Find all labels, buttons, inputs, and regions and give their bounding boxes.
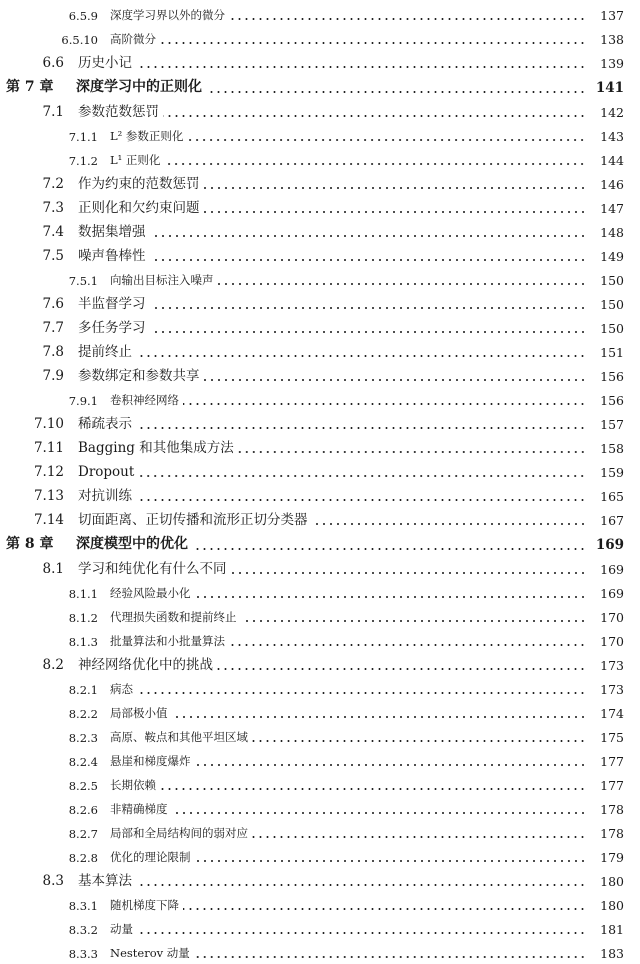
toc-entry-number: 7.8 [42, 344, 64, 360]
toc-entry-title: 深度学习界以外的微分 [110, 8, 225, 22]
dot-leader [204, 187, 587, 189]
toc-entry-title: 向输出目标注入噪声 [110, 273, 214, 287]
toc-entry-number: 8.2.8 [68, 851, 98, 865]
toc-entry-title: 局部极小值 [110, 706, 168, 720]
toc-entry-page-number: 165 [600, 489, 624, 504]
dot-leader [137, 932, 586, 934]
toc-entry-page-number: 179 [600, 850, 624, 865]
toc-entry-page-number: 150 [600, 297, 624, 312]
toc-entry-title: 卷积神经网络 [110, 393, 179, 407]
toc-entry-title: 对抗训练 [78, 488, 132, 504]
toc-entry-title: 提前终止 [78, 344, 132, 360]
toc-entry-number: 7.12 [33, 464, 64, 480]
dot-leader [160, 42, 586, 44]
toc-entry-title: 动量 [110, 922, 133, 936]
dot-leader [183, 403, 586, 405]
toc-entry-page-number: 183 [600, 946, 624, 961]
toc-entry-title: 正则化和欠约束问题 [78, 200, 200, 216]
toc-subsection-entry[interactable] [0, 748, 640, 772]
toc-entry-title: 噪声鲁棒性 [78, 248, 146, 264]
toc-entry-page-number: 177 [600, 778, 624, 793]
toc-entry-page-number: 170 [600, 610, 624, 625]
toc-section-entry[interactable] [0, 507, 640, 531]
toc-entry-title: 随机梯度下降 [110, 898, 179, 912]
toc-subsection-entry[interactable] [0, 844, 640, 868]
toc-entry-number: 8.2.1 [68, 683, 98, 697]
toc-entry-title: 神经网络优化中的挑战 [78, 657, 213, 673]
dot-leader [138, 475, 586, 477]
toc-entry-page-number: 138 [600, 32, 624, 47]
toc-entry-page-number: 141 [595, 80, 624, 96]
toc-subsection-entry[interactable] [0, 604, 640, 628]
toc-section-entry[interactable] [0, 99, 640, 123]
toc-entry-number: 8.2.2 [68, 707, 98, 721]
toc-entry-title: 切面距离、正切传播和流形正切分类器 [78, 512, 308, 528]
toc-section-entry[interactable] [0, 868, 640, 892]
toc-entry-number: 6.6 [42, 55, 64, 71]
dot-leader [252, 740, 586, 742]
toc-entry-number: 6.5.10 [61, 33, 98, 47]
toc-entry-page-number: 169 [600, 586, 624, 601]
dot-leader [192, 548, 586, 550]
toc-entry-page-number: 178 [600, 826, 624, 841]
toc-entry-title: Dropout [78, 464, 135, 480]
toc-entry-number: 第 8 章 [6, 536, 54, 552]
toc-entry-page-number: 181 [600, 922, 624, 937]
toc-entry-title: 局部和全局结构间的弱对应 [110, 826, 248, 840]
dot-leader [195, 764, 587, 766]
toc-section-entry[interactable] [0, 411, 640, 435]
toc-section-entry[interactable] [0, 291, 640, 315]
toc-entry-title: 经验风险最小化 [110, 586, 191, 600]
dot-leader [172, 716, 587, 718]
toc-chapter-entry[interactable] [0, 531, 640, 556]
toc-chapter-entry[interactable] [0, 74, 640, 99]
toc-entry-number: 7.11 [33, 440, 64, 456]
toc-entry-title: 代理损失函数和提前终止 [110, 610, 237, 624]
toc-subsection-entry[interactable] [0, 772, 640, 796]
toc-entry-page-number: 144 [600, 153, 624, 168]
toc-subsection-entry[interactable] [0, 724, 640, 748]
toc-subsection-entry[interactable] [0, 796, 640, 820]
dot-leader [136, 355, 586, 357]
toc-entry-page-number: 157 [600, 417, 624, 432]
dot-leader [204, 211, 587, 213]
toc-entry-title: 病态 [110, 682, 133, 696]
toc-entry-page-number: 156 [600, 369, 624, 384]
toc-entry-number: 7.10 [33, 416, 64, 432]
toc-entry-page-number: 158 [600, 441, 624, 456]
toc-entry-title: 深度模型中的优化 [76, 536, 188, 552]
toc-entry-number: 7.5 [42, 248, 64, 264]
toc-section-entry[interactable] [0, 483, 640, 507]
toc-entry-page-number: 170 [600, 634, 624, 649]
toc-entry-number: 7.2 [42, 176, 64, 192]
toc-section-entry[interactable] [0, 652, 640, 676]
toc-entry-number: 7.3 [42, 200, 64, 216]
dot-leader [150, 259, 587, 261]
dot-leader [187, 139, 586, 141]
toc-entry-number: 7.7 [42, 320, 64, 336]
toc-entry-title: 高阶微分 [110, 32, 156, 46]
toc-entry-page-number: 150 [600, 321, 624, 336]
toc-subsection-entry[interactable] [0, 676, 640, 700]
dot-leader [136, 427, 586, 429]
toc-entry-number: 7.9 [42, 368, 64, 384]
toc-entry-page-number: 175 [600, 730, 624, 745]
dot-leader [238, 451, 586, 453]
dot-leader [194, 956, 586, 958]
toc-entry-page-number: 173 [600, 682, 624, 697]
toc-subsection-entry[interactable] [0, 267, 640, 291]
toc-entry-number: 7.9.1 [68, 394, 98, 408]
toc-entry-title: 基本算法 [78, 873, 132, 889]
toc-entry-page-number: 142 [600, 105, 624, 120]
toc-entry-number: 8.2.3 [68, 731, 98, 745]
dot-leader [206, 91, 586, 93]
toc-section-entry[interactable] [0, 339, 640, 363]
toc-subsection-entry[interactable] [0, 2, 640, 26]
toc-entry-number: 6.5.9 [68, 9, 98, 23]
toc-entry-title: 长期依赖 [110, 778, 156, 792]
toc-subsection-entry[interactable] [0, 580, 640, 604]
toc-entry-number: 8.1.2 [68, 611, 98, 625]
toc-entry-title: 多任务学习 [78, 320, 146, 336]
toc-entry-title: 作为约束的范数惩罚 [78, 176, 200, 192]
toc-entry-title: Bagging 和其他集成方法 [78, 440, 234, 456]
toc-section-entry[interactable] [0, 363, 640, 387]
toc-section-entry[interactable] [0, 219, 640, 243]
toc-entry-number: 8.1.1 [68, 587, 98, 601]
toc-entry-page-number: 146 [600, 177, 624, 192]
toc-entry-page-number: 173 [600, 658, 624, 673]
dot-leader [204, 379, 587, 381]
toc-entry-page-number: 177 [600, 754, 624, 769]
toc-entry-title: 批量算法和小批量算法 [110, 634, 225, 648]
dot-leader [312, 523, 587, 525]
toc-entry-number: 8.2 [42, 657, 64, 673]
toc-entry-page-number: 169 [595, 537, 624, 553]
toc-entry-title: 优化的理论限制 [110, 850, 191, 864]
toc-subsection-entry[interactable] [0, 147, 640, 171]
toc-subsection-entry[interactable] [0, 700, 640, 724]
toc-entry-number: 8.3.3 [68, 947, 98, 961]
dot-leader [150, 307, 587, 309]
toc-entry-page-number: 149 [600, 249, 624, 264]
toc-entry-number: 8.2.5 [68, 779, 98, 793]
toc-entry-page-number: 169 [600, 562, 624, 577]
toc-entry-number: 7.5.1 [68, 274, 98, 288]
toc-subsection-entry[interactable] [0, 820, 640, 844]
dot-leader [252, 836, 586, 838]
toc-entry-title: 半监督学习 [78, 296, 146, 312]
toc-entry-title: 悬崖和梯度爆炸 [110, 754, 191, 768]
dot-leader [195, 596, 587, 598]
toc-entry-page-number: 178 [600, 802, 624, 817]
toc-entry-number: 7.4 [42, 224, 64, 240]
toc-entry-title: 高原、鞍点和其他平坦区域 [110, 730, 248, 744]
toc-section-entry[interactable] [0, 556, 640, 580]
toc-entry-title: 深度学习中的正则化 [76, 79, 202, 95]
toc-entry-page-number: 139 [600, 56, 624, 71]
dot-leader [183, 908, 586, 910]
toc-section-entry[interactable] [0, 50, 640, 74]
toc-entry-number: 8.1 [42, 561, 64, 577]
toc-entry-number: 8.1.3 [68, 635, 98, 649]
toc-entry-number: 8.2.4 [68, 755, 98, 769]
toc-entry-title: 数据集增强 [78, 224, 146, 240]
toc-entry-page-number: 148 [600, 225, 624, 240]
toc-section-entry[interactable] [0, 195, 640, 219]
toc-entry-page-number: 147 [600, 201, 624, 216]
dot-leader [218, 283, 587, 285]
dot-leader [160, 788, 586, 790]
toc-entry-page-number: 156 [600, 393, 624, 408]
toc-entry-number: 8.2.6 [68, 803, 98, 817]
toc-entry-page-number: 167 [600, 513, 624, 528]
toc-entry-page-number: 180 [600, 898, 624, 913]
toc-entry-title: 稀疏表示 [78, 416, 132, 432]
dot-leader [172, 812, 587, 814]
toc-entry-number: 第 7 章 [6, 79, 54, 95]
dot-leader [229, 18, 586, 20]
toc-entry-title: 非精确梯度 [110, 802, 168, 816]
toc-entry-page-number: 159 [600, 465, 624, 480]
dot-leader [164, 163, 586, 165]
toc-entry-number: 8.3.2 [68, 923, 98, 937]
dot-leader [136, 66, 586, 68]
toc-entry-number: 8.2.7 [68, 827, 98, 841]
toc-entry-number: 7.1.1 [68, 130, 98, 144]
toc-entry-page-number: 143 [600, 129, 624, 144]
toc-section-entry[interactable] [0, 171, 640, 195]
toc-entry-number: 7.13 [33, 488, 64, 504]
toc-entry-title: 学习和纯优化有什么不同 [78, 561, 227, 577]
toc-entry-number: 7.6 [42, 296, 64, 312]
dot-leader [136, 884, 586, 886]
toc-entry-number: 8.3 [42, 873, 64, 889]
toc-entry-number: 7.1 [42, 104, 64, 120]
toc-subsection-entry[interactable] [0, 26, 640, 50]
toc-entry-title: Nesterov 动量 [110, 946, 190, 960]
toc-subsection-entry[interactable] [0, 628, 640, 652]
dot-leader [231, 572, 587, 574]
toc-entry-title: L² 参数正则化 [110, 129, 184, 143]
toc-section-entry[interactable] [0, 435, 640, 459]
toc-entry-title: 参数绑定和参数共享 [78, 368, 200, 384]
toc-entry-page-number: 151 [600, 345, 624, 360]
toc-subsection-entry[interactable] [0, 123, 640, 147]
toc-entry-title: L¹ 正则化 [110, 153, 161, 167]
dot-leader [217, 668, 586, 670]
toc-section-entry[interactable] [0, 315, 640, 339]
toc-entry-title: 参数范数惩罚 [78, 104, 159, 120]
toc-subsection-entry[interactable] [0, 940, 640, 964]
dot-leader [136, 499, 586, 501]
toc-entry-page-number: 180 [600, 874, 624, 889]
dot-leader [163, 115, 586, 117]
dot-leader [195, 860, 587, 862]
toc-subsection-entry[interactable] [0, 892, 640, 916]
dot-leader [229, 644, 586, 646]
dot-leader [150, 235, 587, 237]
toc-entry-title: 历史小记 [78, 55, 132, 71]
toc-section-entry[interactable] [0, 243, 640, 267]
toc-section-entry[interactable] [0, 459, 640, 483]
toc-entry-page-number: 150 [600, 273, 624, 288]
toc-subsection-entry[interactable] [0, 387, 640, 411]
dot-leader [241, 620, 587, 622]
toc-entry-number: 7.1.2 [68, 154, 98, 168]
toc-entry-page-number: 174 [600, 706, 624, 721]
dot-leader [137, 692, 586, 694]
toc-entry-number: 8.3.1 [68, 899, 98, 913]
toc-entry-page-number: 137 [600, 8, 624, 23]
dot-leader [150, 331, 587, 333]
toc-entry-number: 7.14 [33, 512, 64, 528]
